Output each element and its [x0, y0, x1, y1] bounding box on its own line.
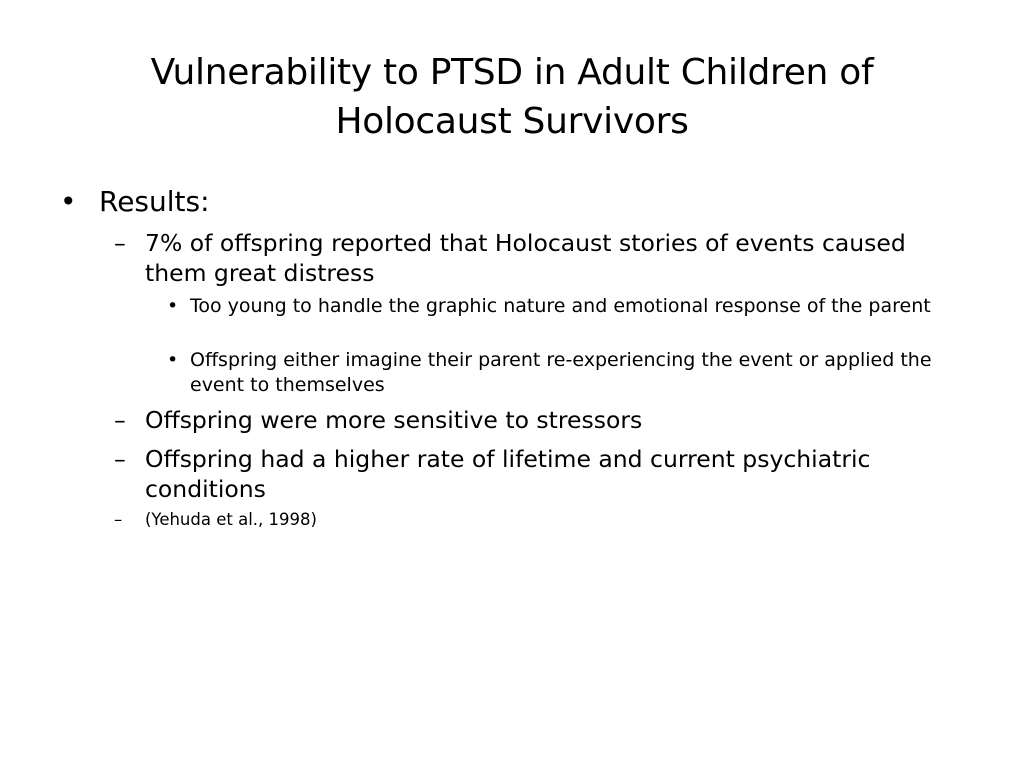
sub-item-text: Offspring were more sensitive to stressors: [145, 406, 643, 434]
dash-marker: –: [114, 510, 123, 529]
slide-title-line-1: Vulnerability to PTSD in Adult Children of: [150, 52, 874, 93]
slide-title-line-2: Holocaust Survivors: [335, 101, 689, 142]
sub-item-sensitive: [114, 405, 974, 435]
detail-item-text: Offspring either imagine their parent re-experiencing the event or applied the event to themselves: [190, 349, 932, 396]
citation: [114, 509, 317, 531]
bullet-marker: •: [60, 185, 77, 218]
results-label: Results:: [99, 185, 210, 218]
sub-item-text: 7% of offspring reported that Holocaust stories of events caused them great distress: [145, 229, 906, 287]
sub-item-distress: [114, 228, 974, 288]
bullet-marker: •: [167, 295, 179, 317]
sub-item-text: Offspring had a higher rate of lifetime and current psychiatric conditions: [145, 445, 871, 503]
dash-marker: –: [114, 406, 126, 434]
detail-item-imagine: [167, 348, 957, 398]
dash-marker: –: [114, 229, 126, 257]
bullet-results: [60, 184, 210, 220]
sub-item-psychiatric: [114, 444, 974, 504]
slide-title: [100, 48, 924, 146]
detail-item-text: Too young to handle the graphic nature and emotional response of the parent: [190, 295, 931, 317]
dash-marker: –: [114, 445, 126, 473]
bullet-marker: •: [167, 349, 179, 371]
detail-item-too-young: [167, 294, 957, 319]
citation-text: (Yehuda et al., 1998): [145, 510, 317, 529]
